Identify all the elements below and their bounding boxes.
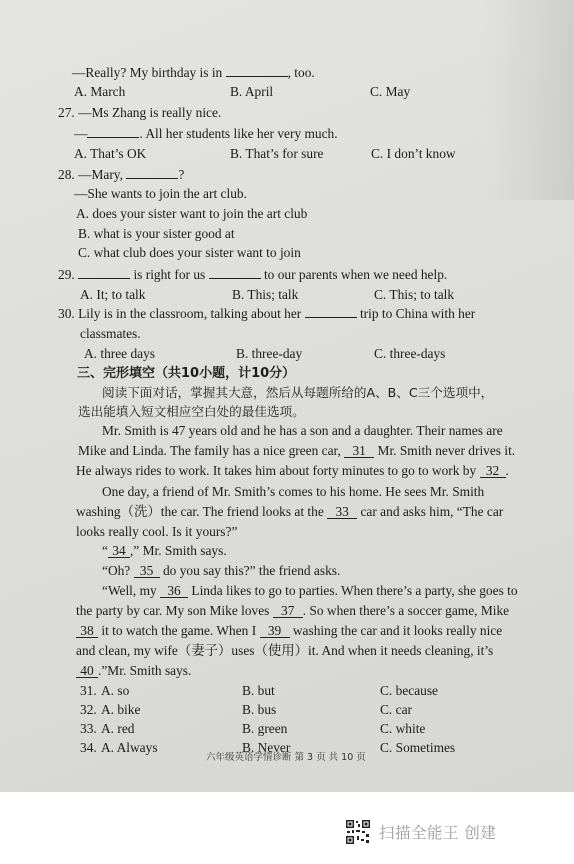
qr-code-icon [345,819,371,845]
watermark-text: 扫描全能王 创建 [379,824,497,842]
passage-line [78,443,515,459]
blank-31: 31 [344,443,374,458]
passage-line [102,563,340,579]
passage-text: the party by car. My son Mike loves [76,603,273,618]
passage-text: “Well, my [102,583,161,598]
question-number: 27. [58,105,75,120]
answer-blank [226,64,288,77]
option-a: A. March [74,84,126,99]
question-text-end: ? [178,167,185,182]
page-shadow [484,0,574,200]
blank-33: 33 [327,504,357,519]
passage-line [102,484,484,500]
option-b: B. bus [242,702,277,717]
answer-blank [126,166,178,179]
answer-number: 32. [80,702,97,717]
option-b: B. what is your sister good at [78,226,235,241]
passage-text: . So when there’s a soccer game, Mike [302,603,510,618]
option-a: A. three days [84,346,156,361]
passage-line [76,663,191,679]
blank-36: 36 [160,583,188,598]
dialogue-text-end: . All her students like her very much. [139,126,338,141]
blank-38: 38 [76,623,98,638]
passage-text: . [505,463,509,478]
passage-line [76,463,509,479]
question-text: —Ms Zhang is really nice. [78,105,222,120]
passage-text: and clean, my wife（妻子）uses（使用）it. And when it needs cleaning, it’s [76,643,494,658]
option-a: A. red [101,721,135,736]
dialogue-text: —She wants to join the art club. [74,186,247,201]
passage-text: ,” Mr. Smith says. [129,543,227,558]
section-heading: 三、完形填空（共10小题，计10分） [77,366,296,381]
passage-line [102,423,503,439]
passage-text: looks really cool. Is it yours?” [76,524,238,539]
question-27 [58,105,221,121]
question-text-end: to our parents when we need help. [260,267,448,282]
answer-blank-2 [209,266,261,279]
question-number: 29. [58,267,75,282]
page-footer: 六年级英语学情诊断 第 3 页 共 10 页 [206,752,366,763]
question-text: —Mary, [78,167,127,182]
dialogue-text: —Really? My birthday is in [72,65,226,80]
option-a: A. It; to talk [80,287,146,302]
blank-35: 35 [134,563,160,578]
passage-line [76,603,509,619]
option-c: C. This; to talk [374,287,455,302]
passage-text: do you say this?” the friend asks. [159,563,341,578]
answer-blank [305,305,357,318]
passage-line [76,643,493,659]
passage-line [76,524,237,540]
question-27-reply [74,125,338,142]
blank-32: 32 [480,463,506,478]
option-c: C. because [380,683,439,698]
option-b: B. green [242,721,288,736]
passage-text: He always rides to work. It takes him about forty minutes to go to work by [76,463,480,478]
question-28-reply [74,186,247,202]
passage-text: One day, a friend of Mr. Smith’s comes to his home. He sees Mr. Smith [102,484,485,499]
question-number: 28. [58,167,75,182]
option-a: A. so [101,683,130,698]
option-c: C. Sometimes [380,740,456,755]
passage-text: car and asks him, “The car [357,504,504,519]
option-c: C. I don’t know [371,146,456,161]
option-a: A. bike [101,702,141,717]
answer-number: 33. [80,721,97,736]
passage-text: it to watch the game. When I [98,623,260,638]
passage-line [76,504,503,520]
dialogue-text-end: , too. [287,65,315,80]
watermark [345,818,496,846]
passage-text: Mr. Smith never drives it. [374,443,516,458]
passage-text: .”Mr. Smith says. [98,663,192,678]
blank-40: 40 [76,663,98,678]
option-b: B. April [230,84,274,99]
question-number: 30. [58,306,75,321]
option-b: B. Never [242,740,291,755]
option-b: B. This; talk [232,287,299,302]
passage-line [76,623,502,639]
option-a: A. That’s OK [74,146,147,161]
blank-37: 37 [273,603,303,618]
question-text-end: trip to China with her [356,306,476,321]
question-28 [58,166,184,183]
passage-text: “ [102,543,108,558]
option-c: C. white [380,721,426,736]
passage-text: washing the car and it looks really nice [289,623,503,638]
question-29 [58,266,447,283]
question-28-option-c [78,245,301,261]
question-28-option-a [76,206,307,222]
passage-text: “Oh? [102,563,134,578]
question-text: is right for us [130,267,209,282]
option-b: B. but [242,683,275,698]
question-28-option-b [78,226,235,242]
question-26-continuation [72,64,315,81]
passage-line [102,543,227,559]
option-a: A. does your sister want to join the art club [76,206,308,221]
option-b: B. That’s for sure [230,146,324,161]
section-instruction: 阅读下面对话，掌握其大意，然后从每题所给的A、B、C三个选项中， [102,385,494,400]
question-text: classmates. [80,326,141,341]
passage-text: Linda likes to go to parties. When there’s a party, she goes to [188,583,518,598]
option-c: C. three-days [374,346,446,361]
question-text: Lily is in the classroom, talking about her [78,306,305,321]
option-c: C. car [380,702,412,717]
question-30-continuation [80,326,141,342]
passage-line [102,583,518,599]
answer-number: 31. [80,683,97,698]
option-c: C. what club does your sister want to join [78,245,301,260]
passage-text: Mr. Smith is 47 years old and he has a son and a daughter. Their names are [102,423,503,438]
answer-number: 34. [80,740,97,755]
passage-text: washing（洗）the car. The friend looks at the [76,504,328,519]
option-a: A. Always [101,740,158,755]
answer-blank-1 [78,266,130,279]
answer-blank [87,125,139,138]
blank-34: 34 [108,543,130,558]
option-b: B. three-day [236,346,303,361]
section-instruction-cont: 选出能填入短文相应空白处的最佳选项。 [78,404,305,419]
dialogue-text: — [74,126,88,141]
option-c: C. May [370,84,411,99]
question-30 [58,305,475,322]
passage-text: Mike and Linda. The family has a nice green car, [78,443,345,458]
blank-39: 39 [260,623,290,638]
